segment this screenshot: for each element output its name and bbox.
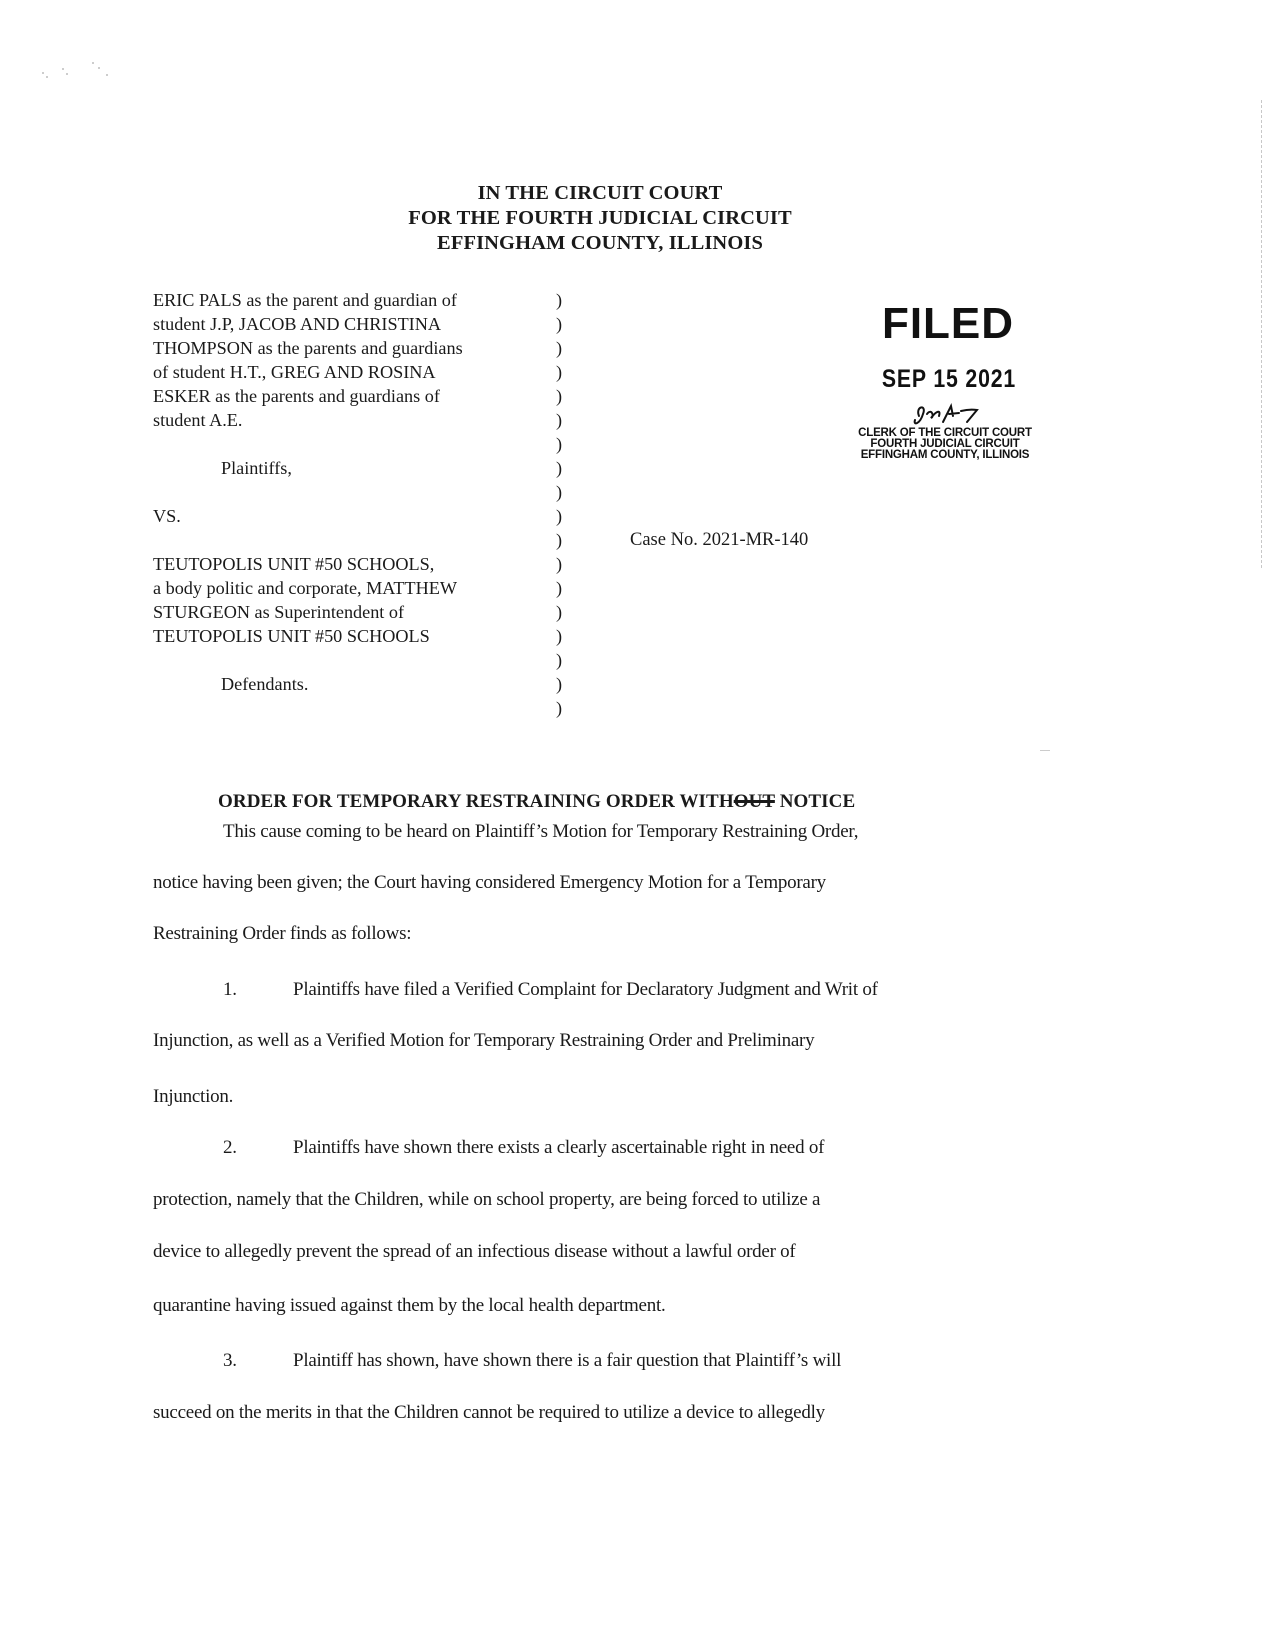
case-caption: [153, 288, 553, 696]
clerk-line: EFFINGHAM COUNTY, ILLINOIS: [860, 449, 1030, 461]
caption-paren: ): [556, 674, 563, 694]
intro-line: notice having been given; the Court having considered Emergency Motion for a Temporary: [153, 872, 826, 893]
scan-edge-line: [1261, 100, 1262, 570]
clerk-line: FOURTH JUDICIAL CIRCUIT: [870, 438, 1020, 450]
scan-artifact: [40, 58, 120, 88]
court-header-line: FOR THE FOURTH JUDICIAL CIRCUIT: [408, 207, 792, 229]
caption-paren-column: [556, 288, 576, 720]
finding-line: Injunction.: [153, 1086, 234, 1107]
plaintiff-line: ESKER as the parents and guardians of: [153, 386, 440, 406]
finding-line: succeed on the merits in that the Children cannot be required to utilize a device to allegedly: [153, 1402, 825, 1423]
order-title-suffix: NOTICE: [774, 791, 856, 812]
caption-paren: ): [556, 386, 563, 406]
court-header-line: IN THE CIRCUIT COURT: [477, 182, 723, 204]
caption-paren: ): [556, 482, 563, 502]
caption-paren: ): [556, 314, 563, 334]
caption-paren: ): [556, 506, 563, 526]
finding-line: quarantine having issued against them by the local health department.: [153, 1295, 666, 1316]
court-header-line: EFFINGHAM COUNTY, ILLINOIS: [437, 232, 763, 254]
clerk-line: CLERK OF THE CIRCUIT COURT: [858, 427, 1032, 439]
finding-1: [153, 978, 878, 1002]
caption-paren: ): [556, 290, 563, 310]
finding-line: protection, namely that the Children, while on school property, are being forced to utilize a: [153, 1189, 821, 1210]
caption-paren: ): [556, 626, 563, 646]
filed-stamp-status: FILED: [881, 299, 1015, 348]
finding-line: Plaintiff has shown, have shown there is a fair question that Plaintiff’s will: [293, 1350, 842, 1371]
order-title-struck-text: OUT: [733, 791, 775, 812]
finding-line: device to allegedly prevent the spread of an infectious disease without a lawful order of: [153, 1241, 796, 1262]
plaintiff-line: student A.E.: [153, 410, 243, 430]
defendant-line: TEUTOPOLIS UNIT #50 SCHOOLS: [153, 626, 430, 646]
order-title-prefix: ORDER FOR TEMPORARY RESTRAINING ORDER WITH: [218, 791, 734, 812]
court-header: [300, 181, 900, 256]
finding-line: Injunction, as well as a Verified Motion for Temporary Restraining Order and Preliminary: [153, 1030, 815, 1051]
caption-paren: ): [556, 578, 563, 598]
filed-stamp: [830, 300, 1060, 461]
defendant-line: STURGEON as Superintendent of: [153, 602, 405, 622]
defendants-label: Defendants.: [221, 674, 309, 694]
plaintiff-line: THOMPSON as the parents and guardians: [153, 338, 463, 358]
defendant-line: a body politic and corporate, MATTHEW: [153, 578, 458, 598]
filed-stamp-date: SEP 15 2021: [881, 365, 1017, 393]
finding-number: 1.: [223, 979, 237, 1000]
finding-3: [153, 1349, 841, 1373]
finding-number: 2.: [223, 1137, 237, 1158]
defendant-line: TEUTOPOLIS UNIT #50 SCHOOLS,: [153, 554, 435, 574]
caption-paren: ): [556, 530, 563, 550]
case-number: Case No. 2021-MR-140: [630, 530, 809, 550]
caption-paren: ): [556, 362, 563, 382]
plaintiff-line: of student H.T., GREG AND ROSINA: [153, 362, 436, 382]
caption-paren: ): [556, 434, 563, 454]
clerk-signature-icon: [830, 402, 1060, 428]
plaintiff-line: ERIC PALS as the parent and guardian of: [153, 290, 457, 310]
caption-paren: ): [556, 554, 563, 574]
plaintiff-line: student J.P, JACOB AND CHRISTINA: [153, 314, 442, 334]
caption-paren: ): [556, 650, 563, 670]
finding-number: 3.: [223, 1350, 237, 1371]
order-title: [218, 790, 1018, 814]
finding-2: [153, 1136, 824, 1160]
caption-paren: ): [556, 458, 563, 478]
caption-paren: ): [556, 602, 563, 622]
caption-paren: ): [556, 410, 563, 430]
intro-line: Restraining Order finds as follows:: [153, 923, 412, 944]
caption-paren: ): [556, 338, 563, 358]
scan-mark: [1040, 750, 1050, 751]
plaintiffs-label: Plaintiffs,: [221, 458, 292, 478]
caption-paren: ): [556, 698, 563, 718]
finding-line: Plaintiffs have filed a Verified Complaint for Declaratory Judgment and Writ of: [293, 979, 878, 1000]
intro-line: This cause coming to be heard on Plaintiff’s Motion for Temporary Restraining Order,: [223, 821, 859, 842]
finding-line: Plaintiffs have shown there exists a clearly ascertainable right in need of: [293, 1137, 825, 1158]
versus-label: VS.: [153, 506, 181, 526]
